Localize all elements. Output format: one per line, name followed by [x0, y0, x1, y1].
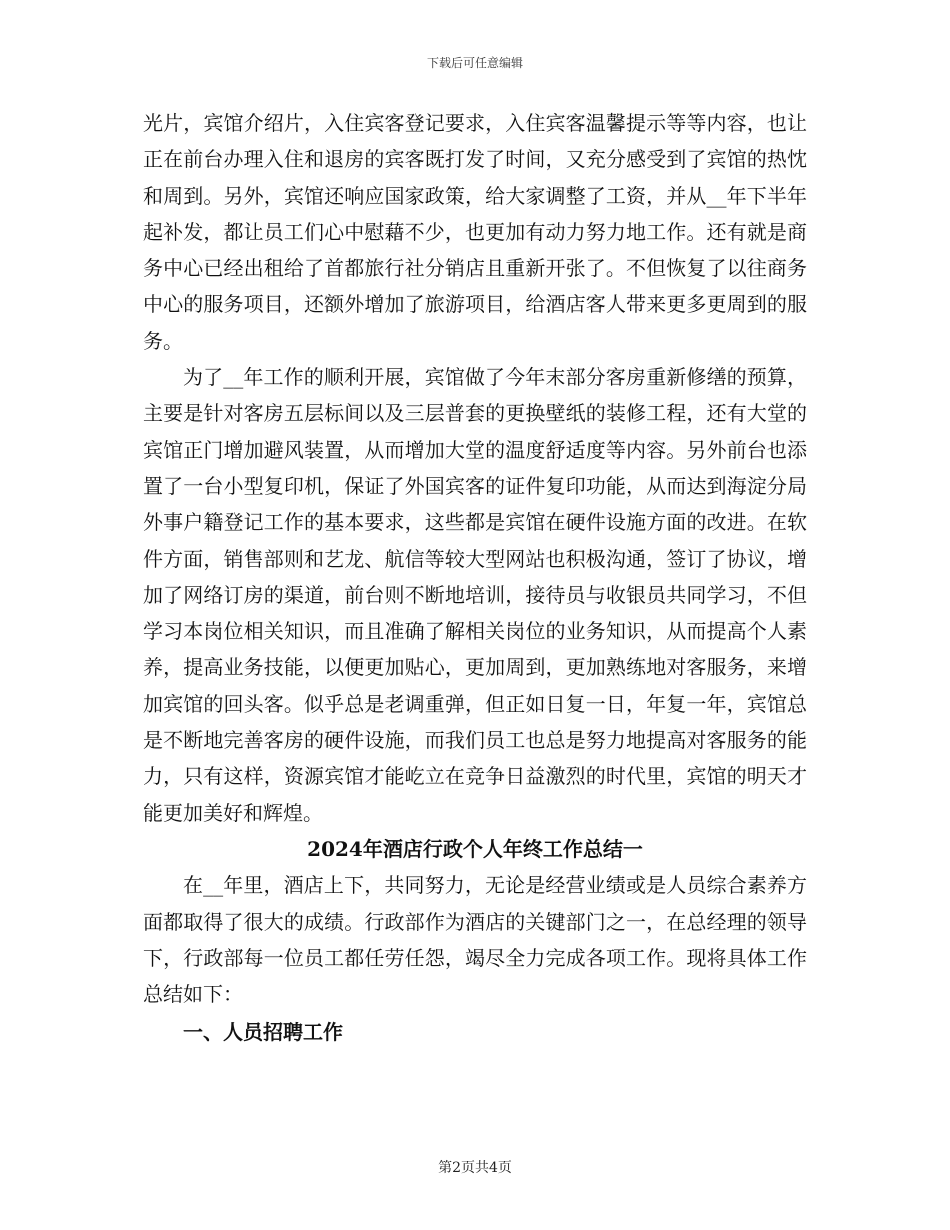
section-heading: 一、人员招聘工作: [183, 1020, 343, 1045]
page-footer: 第2页共4页: [438, 1160, 512, 1176]
paragraph: 光片，宾馆介绍片，入住宾客登记要求，入住宾客温馨提示等等内容，也让正在前台办理入住和退房的宾客既打发了时间，又充分感受到了宾馆的热忱和周到。另外，宾馆还响应国家政策，给大家调整了工资，并从__年下半年起补发，都让员工们心中慰藉不少，也更加有动力努力地工作。还有就是商务中心已经出租给了首都旅行社分销店且重新开张了。不但恢复了以往商务中心的服务项目，还额外增加了旅游项目，给酒店客人带来更多更周到的服务。: [143, 111, 807, 353]
page-header: 下载后可任意编辑: [426, 56, 523, 70]
section-title: 2024年酒店行政个人年终工作总结一: [307, 836, 643, 861]
document-body: [143, 105, 807, 1051]
paragraph: 在__年里，酒店上下，共同努力，无论是经营业绩或是人员综合素养方面都取得了很大的成绩。行政部作为酒店的关键部门之一，在总经理的领导下，行政部每一位员工都任劳任怨，竭尽全力完成各项工作。现将具体工作总结如下：: [143, 873, 807, 1007]
paragraph: 为了__年工作的顺利开展，宾馆做了今年末部分客房重新修缮的预算，主要是针对客房五层标间以及三层普套的更换壁纸的装修工程，还有大堂的宾馆正门增加避风装置，从而增加大堂的温度舒适度等内容。另外前台也添置了一台小型复印机，保证了外国宾客的证件复印功能，从而达到海淀分局外事户籍登记工作的基本要求，这些都是宾馆在硬件设施方面的改进。在软件方面，销售部则和艺龙、航信等较大型网站也积极沟通，签订了协议，增加了网络订房的渠道，前台则不断地培训，接待员与收银员共同学习，不但学习本岗位相关知识，而且准确了解相关岗位的业务知识，从而提高个人素养，提高业务技能，以便更加贴心，更加周到，更加熟练地对客服务，来增加宾馆的回头客。似乎总是老调重弹，但正如日复一日，年复一年，宾馆总是不断地完善客房的硬件设施，而我们员工也总是努力地提高对客服务的能力，只有这样，资源宾馆才能屹立在竞争日益激烈的时代里，宾馆的明天才能更加美好和辉煌。: [143, 365, 807, 825]
